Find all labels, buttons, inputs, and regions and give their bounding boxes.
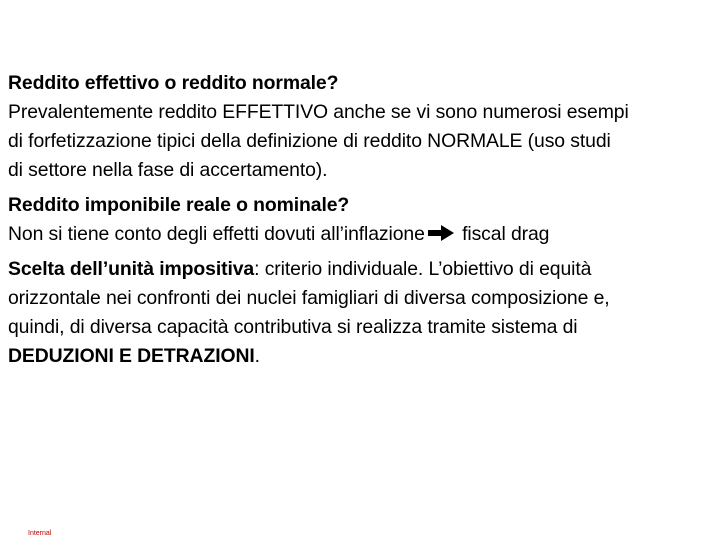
heading-reddito-effettivo: Reddito effettivo o reddito normale?: [8, 72, 339, 94]
right-arrow-icon: [427, 224, 455, 242]
text-line: di forfetizzazione tipici della definizione di reddito NORMALE (uso studi: [8, 130, 611, 152]
text-period: .: [254, 345, 260, 367]
text-line: orizzontale nei confronti dei nuclei famigliari di diversa composizione e,: [8, 287, 610, 309]
paragraph-reddito-imponibile: [8, 191, 714, 249]
text-line: quindi, di diversa capacità contributiva si realizza tramite sistema di: [8, 316, 578, 338]
bold-scelta-unita: Scelta dell’unità impositiva: [8, 258, 255, 280]
paragraph-unita-impositiva: [8, 255, 714, 371]
text-fiscal-drag: fiscal drag: [456, 223, 550, 245]
slide-body: [8, 69, 714, 371]
text-criterio: : criterio individuale. L’obiettivo di equità: [254, 258, 592, 280]
heading-reddito-imponibile: Reddito imponibile reale o nominale?: [8, 194, 350, 216]
bold-deduzioni-detrazioni: DEDUZIONI E DETRAZIONI: [8, 345, 255, 367]
classification-label: Internal: [28, 530, 52, 537]
text-line: di settore nella fase di accertamento).: [8, 159, 328, 181]
text-inflazione: Non si tiene conto degli effetti dovuti all’inflazione: [8, 223, 425, 245]
paragraph-reddito-effettivo: [8, 69, 714, 185]
text-line: Prevalentemente reddito EFFETTIVO anche se vi sono numerosi esempi: [8, 101, 629, 123]
